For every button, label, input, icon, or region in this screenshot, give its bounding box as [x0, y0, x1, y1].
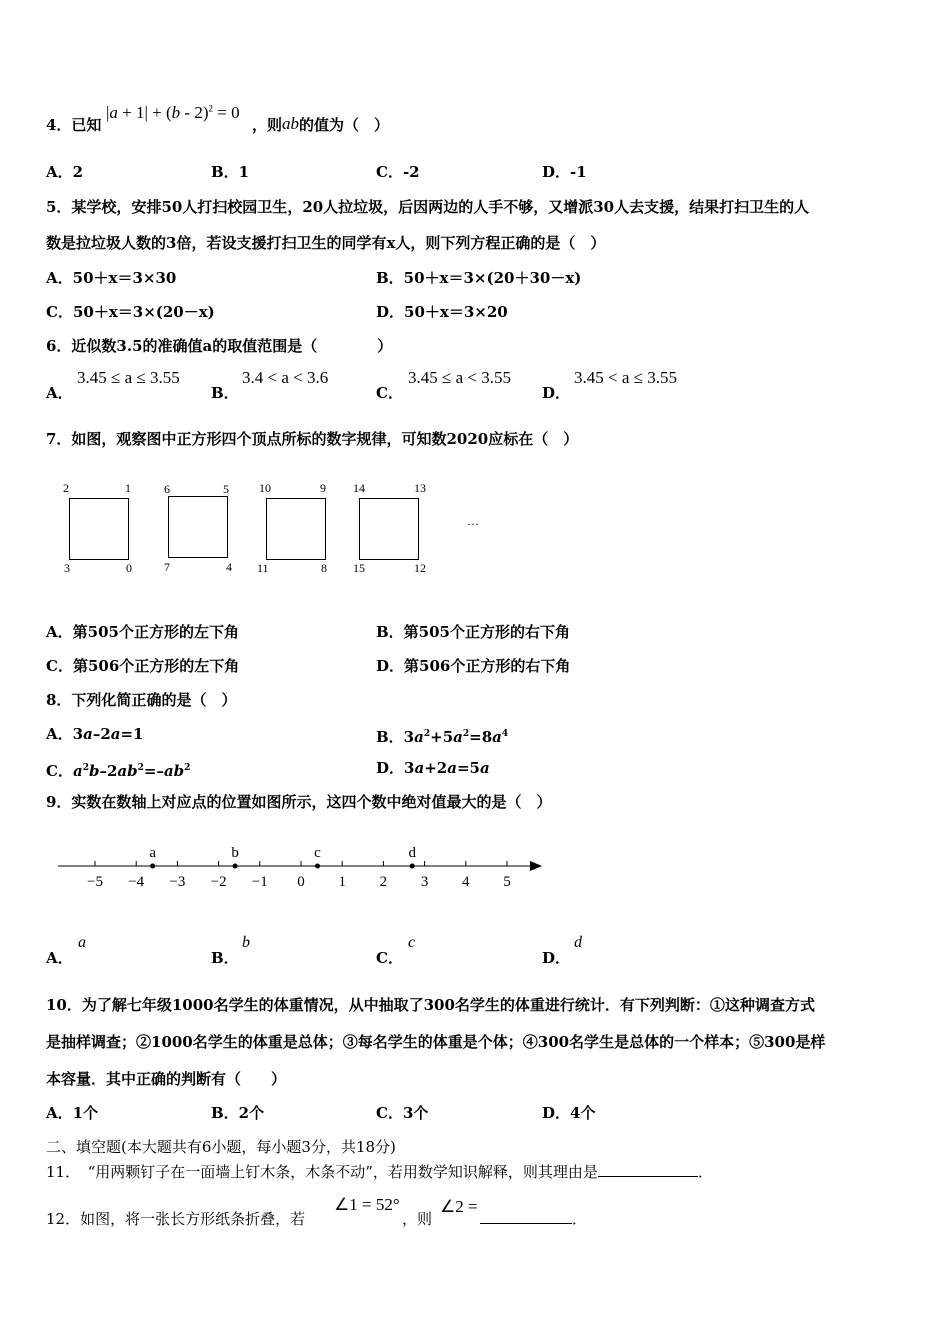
q6-label-c: C． [376, 384, 403, 402]
q5-option-d: D．50＋x＝3×20 [376, 303, 508, 321]
q9-label-d: D． [542, 949, 571, 967]
square-4-bl: 15 [353, 561, 365, 575]
q11-end: ． [697, 1163, 713, 1181]
tick-label: −2 [210, 874, 227, 890]
tick-label: 0 [297, 874, 305, 890]
square-4-tr: 13 [414, 481, 426, 495]
point-label-c: c [314, 845, 321, 861]
q10-option-b: B．2个 [211, 1104, 265, 1122]
point-label-b: b [231, 845, 239, 861]
q4-option-b: B．1 [211, 163, 250, 181]
q4-option-d: D．-1 [542, 163, 587, 181]
section-2-title: 二、填空题(本大题共有6小题，每小题3分，共18分) [46, 1138, 396, 1156]
q9-stem: 9．实数在数轴上对应点的位置如图所示，这四个数中绝对值最大的是（ ） [46, 793, 552, 811]
square-4-tl: 14 [353, 481, 365, 495]
q10-line2: 是抽样调查；②1000名学生的体重是总体；③每名学生的体重是个体；④300名学生是总体的一个样本；⑤300是样 [46, 1033, 826, 1051]
q6-label-d: D． [542, 384, 571, 402]
q12-blank[interactable] [480, 1209, 572, 1224]
point-label-d: d [408, 845, 416, 861]
q4-prefix: 4．已知 [46, 116, 102, 134]
q10-line1: 10．为了解七年级1000名学生的体重情况，从中抽取了300名学生的体重进行统计．有下列判断：①这种调查方式 [46, 996, 815, 1014]
q9-answer-d: d [574, 934, 582, 951]
square-1-bl: 3 [64, 561, 70, 575]
point-a [150, 864, 155, 869]
q9-label-c: C． [376, 949, 403, 967]
tick-label: 3 [420, 874, 429, 890]
q5-option-c: C．50＋x＝3×(20－x) [46, 303, 215, 321]
q8-option-b: B．$3a^2+5a^2=8a^4$ [376, 728, 509, 746]
square-3 [266, 498, 326, 560]
q11-blank[interactable] [598, 1162, 698, 1177]
q4-suffix: ，则ab的值为（ ） [252, 114, 390, 134]
tick-label: −1 [251, 874, 268, 890]
q4-suffix-text: ，则 [252, 116, 283, 134]
q9-label-b: B． [211, 949, 239, 967]
q9-answer-c: c [408, 934, 416, 951]
point-b [233, 864, 238, 869]
q6-label-b: B． [211, 384, 239, 402]
ellipsis: … [467, 514, 479, 528]
tick-label: 5 [503, 874, 511, 890]
q10-option-d: D．4个 [542, 1104, 596, 1122]
q11-stem [46, 1162, 713, 1182]
square-3-tl: 10 [259, 481, 271, 495]
square-2 [168, 496, 228, 558]
q6-expr-b: 3.4 < a < 3.6 [242, 368, 329, 387]
square-1-br: 0 [126, 561, 132, 575]
square-2-bl: 7 [164, 560, 170, 574]
q12-mid: ，则 [402, 1210, 433, 1228]
square-3-bl: 11 [257, 561, 269, 575]
q8-option-c: C．$a^2b-2ab^2=-ab^2$ [46, 762, 191, 780]
q12-ask: ∠2 = [440, 1197, 478, 1216]
q4-option-a: A．2 [46, 163, 84, 181]
q7-option-c: C．第506个正方形的左下角 [46, 657, 240, 675]
q4-suffix2-text: 的值为（ ） [299, 116, 390, 134]
q7-option-a: A．第505个正方形的左下角 [46, 623, 239, 641]
square-2-tl: 6 [164, 482, 170, 496]
tick-label: −5 [87, 874, 103, 890]
q6-expr-c: 3.45 ≤ a < 3.55 [408, 368, 511, 387]
q4-stem [46, 115, 101, 135]
square-3-br: 8 [321, 561, 327, 575]
q12-end: ． [572, 1210, 588, 1228]
q4-expression: |a + 1| + (b - 2)$^2$ = 0 [106, 103, 240, 122]
tick-label: −3 [169, 874, 186, 890]
square-4-br: 12 [414, 561, 426, 575]
q8-option-a: A．3a–2a=1 [46, 725, 144, 743]
square-3-tr: 9 [320, 481, 326, 495]
q8-option-d: D．3a+2a=5a [376, 759, 490, 777]
q12-condition: ∠1 = 52° [334, 1195, 400, 1214]
q12-answer-line [480, 1209, 587, 1229]
q6-stem: 6．近似数3.5的准确值a的取值范围是（ ） [46, 337, 393, 355]
square-1-tl: 2 [63, 481, 69, 495]
q7-option-d: D．第506个正方形的右下角 [376, 657, 571, 675]
q5-option-a: A．50＋x＝3×30 [46, 269, 177, 287]
q7-option-b: B．第505个正方形的右下角 [376, 623, 570, 641]
q9-answer-b: b [242, 934, 250, 951]
point-label-a: a [149, 845, 157, 861]
number-line [50, 838, 570, 898]
q7-stem: 7．如图，观察图中正方形四个顶点所标的数字规律，可知数2020应标在（ ） [46, 430, 579, 448]
q6-expr-a: 3.45 ≤ a ≤ 3.55 [77, 368, 180, 387]
square-1-tr: 1 [125, 481, 131, 495]
tick-label: 1 [338, 874, 346, 890]
q9-label-a: A． [46, 949, 73, 967]
point-c [315, 864, 320, 869]
q9-answer-a: a [78, 934, 86, 951]
q6-expr-d: 3.45 < a ≤ 3.55 [574, 368, 677, 387]
q12-prefix: 12．如图，将一张长方形纸条折叠，若 [46, 1210, 306, 1228]
tick-label: −4 [128, 874, 145, 890]
tick-label: 2 [379, 874, 388, 890]
q6-label-a: A． [46, 384, 73, 402]
q10-line3: 本容量．其中正确的判断有（ ） [46, 1070, 287, 1088]
square-4 [359, 498, 419, 560]
q11-text: 11． “用两颗钉子在一面墙上钉木条，木条不动”，若用数学知识解释，则其理由是 [46, 1163, 598, 1181]
q5-line1: 5．某学校，安排50人打扫校园卫生，20人拉垃圾，后因两边的人手不够，又增派30人去支援，结果打扫卫生的人 [46, 198, 810, 216]
tick-label: 4 [462, 874, 470, 890]
axis-arrow-icon [530, 861, 542, 871]
q10-option-a: A．1个 [46, 1104, 99, 1122]
square-2-br: 4 [226, 560, 232, 574]
q5-line2: 数是拉垃圾人数的3倍，若设支援打扫卫生的同学有x人，则下列方程正确的是（ ） [46, 234, 606, 252]
q10-option-c: C．3个 [376, 1104, 429, 1122]
square-2-tr: 5 [223, 482, 229, 496]
q5-option-b: B．50＋x＝3×(20＋30－x) [376, 269, 582, 287]
square-1 [69, 498, 129, 560]
point-d [410, 864, 415, 869]
q4-option-c: C．-2 [376, 163, 420, 181]
q8-stem: 8．下列化简正确的是（ ） [46, 691, 237, 709]
